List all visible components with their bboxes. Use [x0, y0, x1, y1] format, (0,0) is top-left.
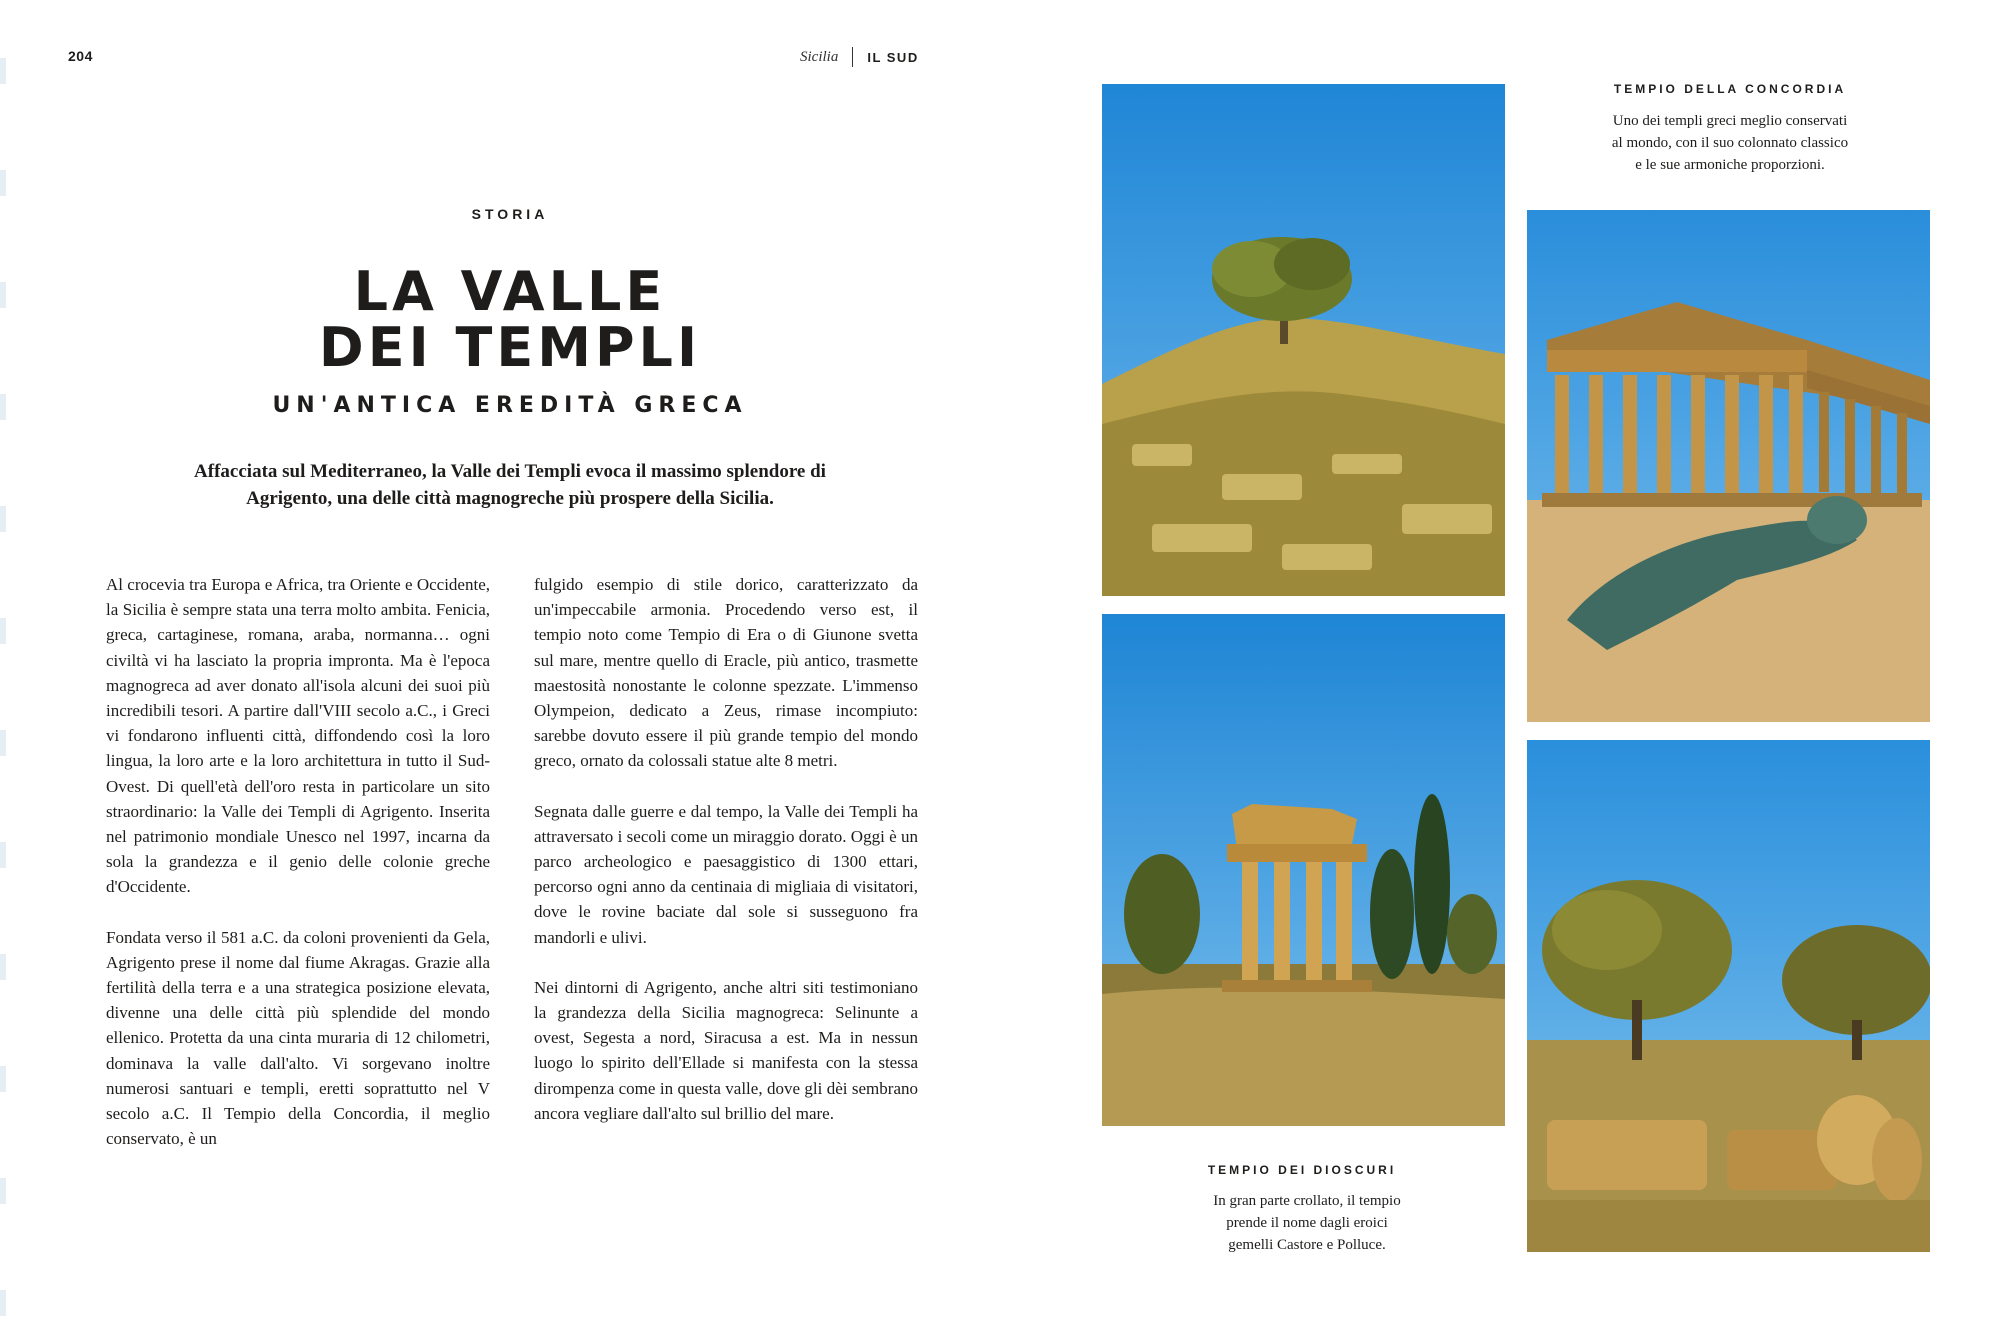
- article-intro: Affacciata sul Mediterraneo, la Valle dei Templi evoca il massimo splendore di Agrigento, una delle città magnogreche più prospere della Sicilia.: [194, 461, 826, 509]
- caption-line: In gran parte crollato, il tempio: [1213, 1193, 1401, 1209]
- running-head-divider: [852, 47, 853, 67]
- running-head-location: Sicilia: [800, 48, 839, 65]
- photo-temple-concordia: [1527, 210, 1930, 722]
- caption-text-concordia: [1570, 110, 1890, 176]
- body-column-2: [534, 572, 918, 1151]
- caption-title-dioscuri: TEMPIO DEI DIOSCURI: [1207, 1163, 1397, 1177]
- body-paragraph: fulgido esempio di stile dorico, caratterizzato da un'impeccabile armonia. Procedendo verso est, il tempio noto come Tempio di Era o di Giunone svetta sul mare, mentre quello di Eracle, più antico, trasmette maestosità nonostante le colonne spezzate. L'immenso Olympeion, dedicato a Zeus, rimase incompiuto: sarebbe dovuto essere il più grande tempio del mondo greco, ornato da colossali statue alte 8 metri.: [534, 575, 918, 771]
- caption-title-concordia: TEMPIO DELLA CONCORDIA: [1613, 82, 1847, 96]
- body-paragraph: Segnata dalle guerre e dal tempo, la Valle dei Templi ha attraversato i secoli come un miraggio dorato. Oggi è un parco archeologico e paesaggistico di 1300 ettari, percorso ogni anno da centinaia di migliaia di visitatori, dove le rovine baciate dal sole si susseguono fra mandorli e ulivi.: [534, 801, 918, 947]
- section-kicker: STORIA: [471, 206, 549, 222]
- running-head: [800, 47, 1010, 67]
- body-paragraph: Nei dintorni di Agrigento, anche altri siti testimoniano la grandezza della Sicilia magnogreca: Selinunte a ovest, Segesta a nord, Siracusa a est. Ma in nessun luogo lo spirito dell'Ellade si manifesta con la stessa dirompenza come in questa valle, dove gli dèi sembrano ancora vegliare dall'alto sul brillio del mare.: [534, 977, 918, 1123]
- caption-line: al mondo, con il suo colonnato classico: [1611, 135, 1849, 151]
- caption-line: gemelli Castore e Polluce.: [1228, 1237, 1386, 1253]
- photo-temple-dioscuri: [1102, 614, 1505, 1126]
- page-number: 204: [68, 48, 93, 64]
- photo-hill-tree: [1102, 84, 1505, 596]
- caption-line: prende il nome dagli eroici: [1226, 1215, 1388, 1231]
- running-head-region: IL SUD: [867, 49, 919, 65]
- article-subtitle: UN'ANTICA EREDITÀ GRECA: [272, 393, 748, 418]
- caption-line: e le sue armoniche proporzioni.: [1635, 157, 1825, 173]
- title-line-2: DEI TEMPLI: [318, 316, 702, 379]
- caption-line: Uno dei templi greci meglio conservati: [1612, 113, 1848, 129]
- body-column-1: [106, 572, 490, 1176]
- photo-ruins-olive-trees: [1527, 740, 1930, 1252]
- scan-edge-marks: [0, 0, 6, 1336]
- title-line-1: LA VALLE: [353, 260, 667, 323]
- caption-text-dioscuri: [1172, 1190, 1442, 1256]
- body-paragraph: Al crocevia tra Europa e Africa, tra Oriente e Occidente, la Sicilia è sempre stata una terra molto ambita. Fenicia, greca, cartaginese, romana, araba, normanna… ogni civiltà vi ha lasciato la propria impronta. Ma è l'epoca magnogreca ad aver donato all'isola alcuni dei suoi più incredibili tesori. A partire dall'VIII secolo a.C., i Greci vi fondarono influenti città, diffondendo così la loro lingua, la loro arte e la loro architettura in tutto il Sud-Ovest. Di quell'età dell'oro resta in particolare un sito straordinario: la Valle dei Templi di Agrigento. Inserita nel patrimonio mondiale Unesco nel 1997, incarna da sola la grandezza e il genio delle colonie greche d'Occidente.: [106, 575, 490, 897]
- body-paragraph: Fondata verso il 581 a.C. da coloni provenienti da Gela, Agrigento prese il nome dal fiume Akragas. Grazie alla fertilità della terra e a una strategica posizione elevata, divenne una delle città più splendide del mondo ellenico. Protetta da una cinta muraria di 12 chilometri, dominava la valle dall'alto. Vi sorgevano inoltre numerosi santuari e templi, eretti soprattutto nel V secolo a.C. Il Tempio della Concordia, il meglio conservato, è un: [106, 927, 490, 1149]
- article-title: [210, 260, 810, 379]
